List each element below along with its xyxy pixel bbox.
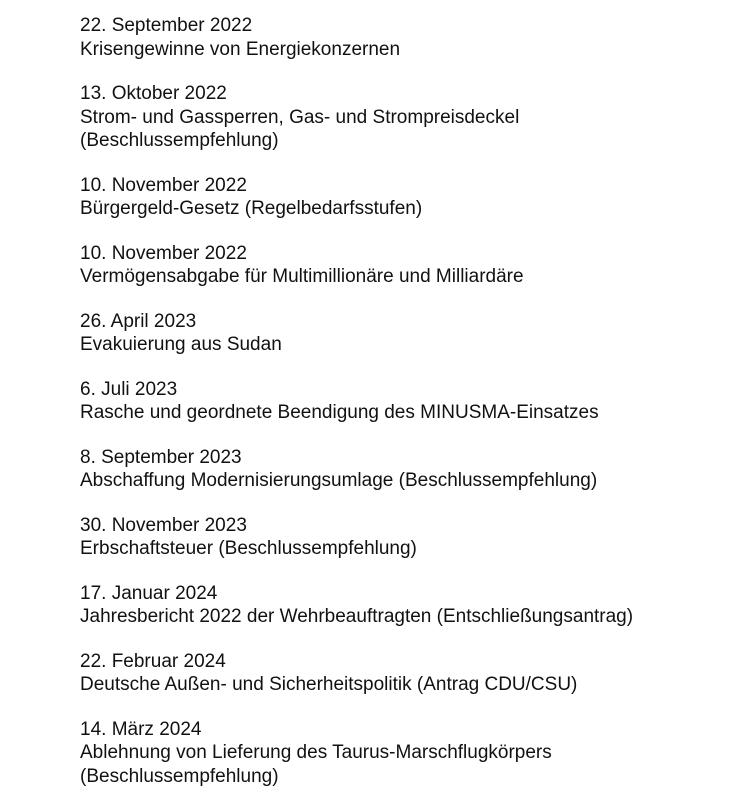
entry-date: 17. Januar 2024 xyxy=(80,582,218,604)
list-item xyxy=(80,310,740,357)
list-item xyxy=(80,582,740,629)
entry-title: Jahresbericht 2022 der Wehrbeauftragten (Entschließungsantrag) xyxy=(80,606,634,627)
entry-title: Krisengewinne von Energiekonzernen xyxy=(80,38,401,60)
list-item xyxy=(80,14,740,61)
entry-title: Abschaffung Modernisierungsumlage (Beschlussempfehlung) xyxy=(80,470,598,491)
entry-date: 6. Juli 2023 xyxy=(80,378,178,400)
list-item xyxy=(80,718,740,789)
entry-title: Vermögensabgabe für Multimillionäre und Milliardäre xyxy=(80,266,524,287)
entry-title: Evakuierung aus Sudan xyxy=(80,334,282,355)
entry-date: 22. Februar 2024 xyxy=(80,650,226,672)
entry-date: 22. September 2022 xyxy=(80,15,253,36)
entry-title: Bürgergeld-Gesetz (Regelbedarfsstufen) xyxy=(80,198,423,219)
entry-title: Strom- und Gassperren, Gas- und Strompreisdeckel (Beschlussempfehlung) xyxy=(80,106,520,151)
entry-date: 26. April 2023 xyxy=(80,310,197,332)
list-item xyxy=(80,446,740,493)
entry-date: 10. November 2022 xyxy=(80,242,247,264)
list-item xyxy=(80,174,740,221)
list-item xyxy=(80,82,740,153)
entry-title: Rasche und geordnete Beendigung des MINUSMA-Einsatzes xyxy=(80,402,599,423)
entry-date: 8. September 2023 xyxy=(80,446,242,468)
entry-title: Deutsche Außen- und Sicherheitspolitik (Antrag CDU/CSU) xyxy=(80,674,578,695)
entry-title: Ablehnung von Lieferung des Taurus-Marschflugkörpers (Beschlussempfehlung) xyxy=(80,742,552,787)
list-item xyxy=(80,378,740,425)
entry-date: 30. November 2023 xyxy=(80,514,247,536)
list-item xyxy=(80,242,740,289)
entry-date: 10. November 2022 xyxy=(80,174,247,196)
entry-date: 14. März 2024 xyxy=(80,718,202,740)
entry-date: 13. Oktober 2022 xyxy=(80,83,227,104)
list-item xyxy=(80,514,740,561)
list-item xyxy=(80,650,740,697)
document-list xyxy=(80,14,740,809)
entry-title: Erbschaftsteuer (Beschlussempfehlung) xyxy=(80,538,417,559)
